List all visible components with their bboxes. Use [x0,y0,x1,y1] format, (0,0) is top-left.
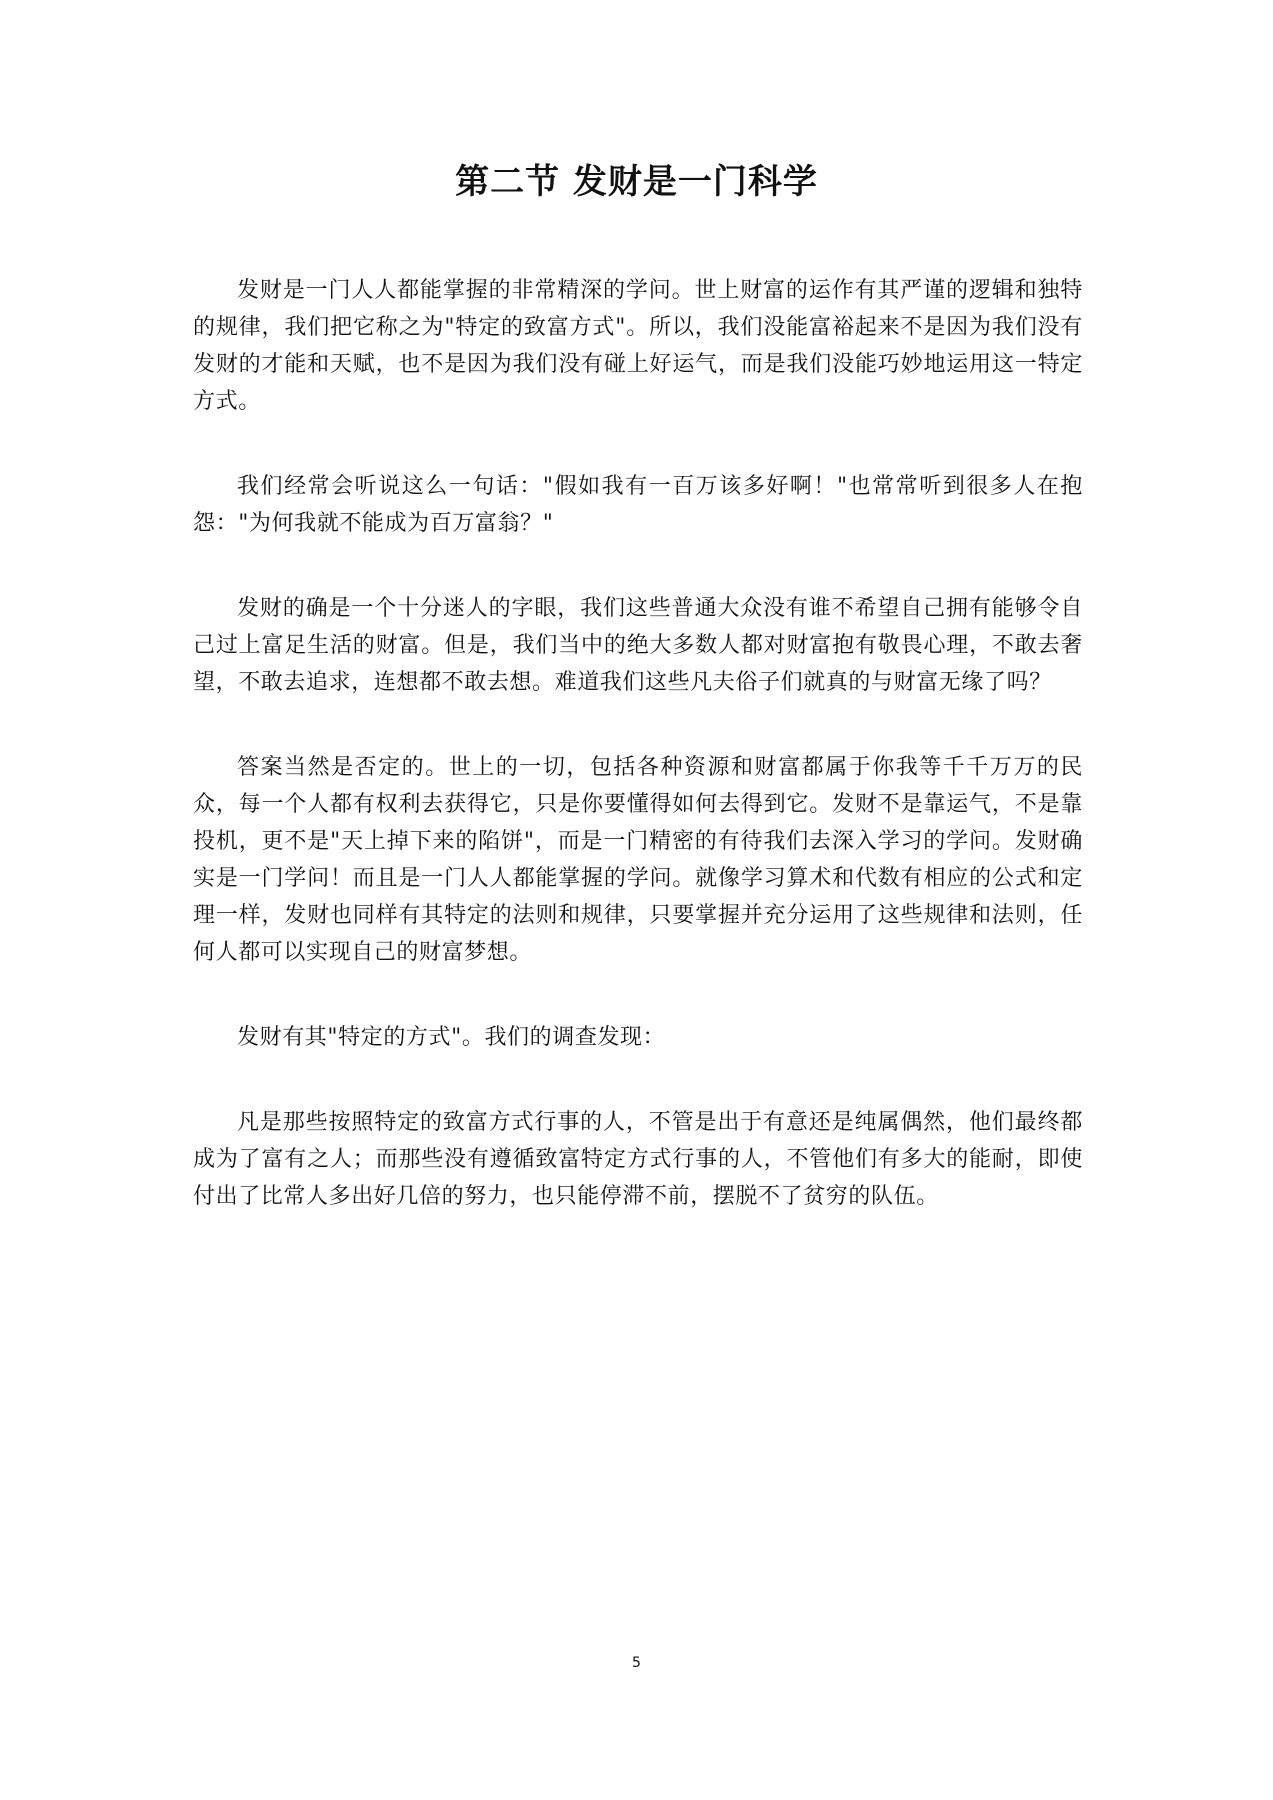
section-title: 第二节 发财是一门科学 [455,162,818,202]
paragraph-1: 发财是一门人人都能掌握的非常精深的学问。世上财富的运作有其严谨的逻辑和独特的规律，我们把它称之为"特定的致富方式"。所以，我们没能富裕起来不是因为我们没有发财的才能和天赋，也不是因为我们没有碰上好运气，而是我们没能巧妙地运用这一特定方式。 [193,278,1083,414]
paragraph-3: 发财的确是一个十分迷人的字眼，我们这些普通大众没有谁不希望自己拥有能够令自己过上富足生活的财富。但是，我们当中的绝大多数人都对财富抱有敬畏心理，不敢去奢望，不敢去追求，连想都不敢去想。难道我们这些凡夫俗子们就真的与财富无缘了吗？ [193,596,1083,695]
paragraph-4: 答案当然是否定的。世上的一切，包括各种资源和财富都属于你我等千千万万的民众，每一个人都有权利去获得它，只是你要懂得如何去得到它。发财不是靠运气，不是靠投机，更不是"天上掉下来的陷饼"，而是一门精密的有待我们去深入学习的学问。发财确实是一门学问！而且是一门人人都能掌握的学问。就像学习算术和代数有相应的公式和定理一样，发财也同样有其特定的法则和规律，只要掌握并充分运用了这些规律和法则，任何人都可以实现自己的财富梦想。 [193,755,1083,965]
paragraph-2: 我们经常会听说这么一句话："假如我有一百万该多好啊！"也常常听到很多人在抱怨："为何我就不能成为百万富翁？" [193,474,1083,536]
body-text [193,272,1083,1263]
paragraph-5: 发财有其"特定的方式"。我们的调查发现： [237,1025,666,1050]
page-number: 5 [632,1655,641,1671]
paragraph-6: 凡是那些按照特定的致富方式行事的人，不管是出于有意还是纯属偶然，他们最终都成为了富有之人；而那些没有遵循致富特定方式行事的人，不管他们有多大的能耐，即使付出了比常人多出好几倍的努力，也只能停滞不前，摆脱不了贫穷的队伍。 [193,1110,1083,1209]
